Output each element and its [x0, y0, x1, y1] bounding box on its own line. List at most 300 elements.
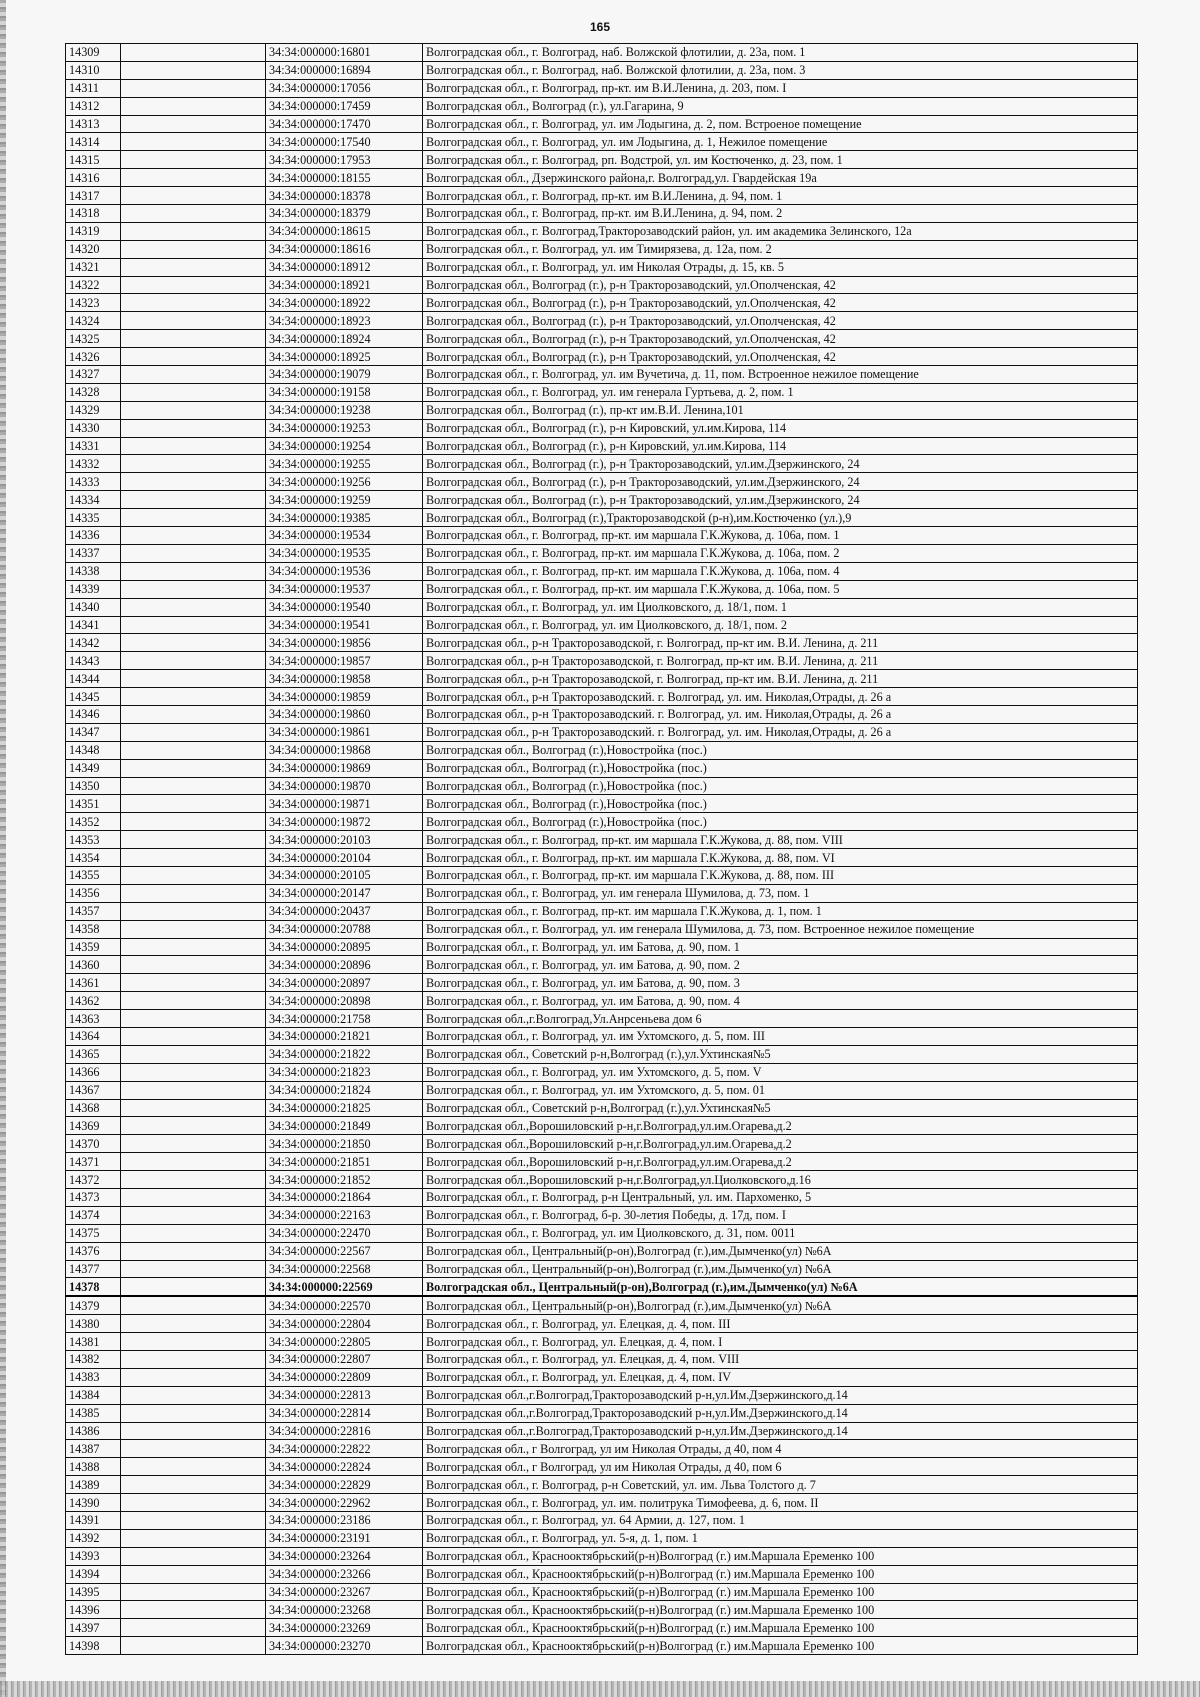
- cadastral-number-cell: 34:34:000000:23270: [266, 1637, 423, 1655]
- row-number-cell: 14334: [66, 491, 121, 509]
- row-number-cell: 14383: [66, 1368, 121, 1386]
- row-number-cell: 14369: [66, 1117, 121, 1135]
- cadastral-number-cell: 34:34:000000:17056: [266, 79, 423, 97]
- table-row: [66, 562, 1138, 580]
- address-cell: Волгоградская обл., Советский р-н,Волгоград (г.),ул.Ухтинская№5: [423, 1045, 1138, 1063]
- row-number-cell: 14329: [66, 401, 121, 419]
- empty-cell: [121, 133, 266, 151]
- row-number-cell: 14343: [66, 652, 121, 670]
- row-number-cell: 14328: [66, 383, 121, 401]
- address-cell: Волгоградская обл., Краснооктябрьский(р-н)Волгоград (г.) им.Маршала Еременко 100: [423, 1583, 1138, 1601]
- address-cell: Волгоградская обл., г. Волгоград, пр-кт. им маршала Г.К.Жукова, д. 106а, пом. 1: [423, 527, 1138, 545]
- address-cell: Волгоградская обл., г. Волгоград, ул. им Циолковского, д. 18/1, пом. 2: [423, 616, 1138, 634]
- empty-cell: [121, 1619, 266, 1637]
- cadastral-number-cell: 34:34:000000:23268: [266, 1601, 423, 1619]
- row-number-cell: 14395: [66, 1583, 121, 1601]
- row-number-cell: 14325: [66, 330, 121, 348]
- table-row: [66, 956, 1138, 974]
- cadastral-number-cell: 34:34:000000:20895: [266, 938, 423, 956]
- cadastral-number-cell: 34:34:000000:21822: [266, 1045, 423, 1063]
- address-cell: Волгоградская обл., р-н Тракторозаводской, г. Волгоград, пр-кт им. В.И. Ленина, д. 211: [423, 634, 1138, 652]
- row-number-cell: 14386: [66, 1422, 121, 1440]
- row-number-cell: 14373: [66, 1189, 121, 1207]
- cadastral-number-cell: 34:34:000000:21851: [266, 1153, 423, 1171]
- table-row: [66, 992, 1138, 1010]
- empty-cell: [121, 1171, 266, 1189]
- cadastral-number-cell: 34:34:000000:19535: [266, 544, 423, 562]
- table-row: [66, 187, 1138, 205]
- empty-cell: [121, 1494, 266, 1512]
- cadastral-number-cell: 34:34:000000:21849: [266, 1117, 423, 1135]
- row-number-cell: 14390: [66, 1494, 121, 1512]
- row-number-cell: 14393: [66, 1547, 121, 1565]
- cadastral-number-cell: 34:34:000000:19541: [266, 616, 423, 634]
- table-row: [66, 1583, 1138, 1601]
- address-cell: Волгоградская обл., р-н Тракторозаводской, г. Волгоград, пр-кт им. В.И. Ленина, д. 211: [423, 652, 1138, 670]
- empty-cell: [121, 419, 266, 437]
- table-row: [66, 312, 1138, 330]
- cadastral-number-cell: 34:34:000000:21758: [266, 1010, 423, 1028]
- row-number-cell: 14356: [66, 884, 121, 902]
- table-row: [66, 813, 1138, 831]
- empty-cell: [121, 688, 266, 706]
- table-row: [66, 1351, 1138, 1369]
- empty-cell: [121, 1296, 266, 1314]
- table-row: [66, 920, 1138, 938]
- table-row: [66, 44, 1138, 62]
- table-row: [66, 276, 1138, 294]
- empty-cell: [121, 491, 266, 509]
- address-cell: Волгоградская обл., г. Волгоград, пр-кт. им маршала Г.К.Жукова, д. 106а, пом. 2: [423, 544, 1138, 562]
- cadastral-number-cell: 34:34:000000:19861: [266, 723, 423, 741]
- row-number-cell: 14350: [66, 777, 121, 795]
- row-number-cell: 14394: [66, 1565, 121, 1583]
- empty-cell: [121, 670, 266, 688]
- row-number-cell: 14313: [66, 115, 121, 133]
- row-number-cell: 14359: [66, 938, 121, 956]
- empty-cell: [121, 1099, 266, 1117]
- empty-cell: [121, 97, 266, 115]
- empty-cell: [121, 240, 266, 258]
- address-cell: Волгоградская обл., Центральный(р-он),Волгоград (г.),им.Дымченко(ул) №6А: [423, 1278, 1138, 1296]
- row-number-cell: 14362: [66, 992, 121, 1010]
- table-row: [66, 902, 1138, 920]
- cadastral-number-cell: 34:34:000000:20103: [266, 831, 423, 849]
- empty-cell: [121, 1189, 266, 1207]
- row-number-cell: 14385: [66, 1404, 121, 1422]
- table-row: [66, 1333, 1138, 1351]
- address-cell: Волгоградская обл., Волгоград (г.),Новостройка (пос.): [423, 777, 1138, 795]
- table-row: [66, 1117, 1138, 1135]
- address-cell: Волгоградская обл., Волгоград (г.),Новостройка (пос.): [423, 795, 1138, 813]
- cadastral-number-cell: 34:34:000000:21823: [266, 1063, 423, 1081]
- table-row: [66, 205, 1138, 223]
- empty-cell: [121, 1242, 266, 1260]
- table-row: [66, 974, 1138, 992]
- table-row: [66, 1619, 1138, 1637]
- table-row: [66, 1171, 1138, 1189]
- row-number-cell: 14381: [66, 1333, 121, 1351]
- cadastral-number-cell: 34:34:000000:22962: [266, 1494, 423, 1512]
- empty-cell: [121, 1351, 266, 1369]
- row-number-cell: 14348: [66, 741, 121, 759]
- table-row: [66, 866, 1138, 884]
- empty-cell: [121, 44, 266, 62]
- table-row: [66, 1081, 1138, 1099]
- table-row: [66, 133, 1138, 151]
- row-number-cell: 14335: [66, 509, 121, 527]
- table-row: [66, 795, 1138, 813]
- address-cell: Волгоградская обл., г. Волгоград, пр-кт. им В.И.Ленина, д. 94, пом. 2: [423, 205, 1138, 223]
- address-cell: Волгоградская обл., г. Волгоград, ул. им Батова, д. 90, пом. 3: [423, 974, 1138, 992]
- scan-edge-left: [0, 0, 6, 1697]
- cadastral-number-cell: 34:34:000000:18912: [266, 258, 423, 276]
- cadastral-number-cell: 34:34:000000:22824: [266, 1458, 423, 1476]
- address-cell: Волгоградская обл., г. Волгоград, ул. им Батова, д. 90, пом. 1: [423, 938, 1138, 956]
- cadastral-number-cell: 34:34:000000:19860: [266, 705, 423, 723]
- address-cell: Волгоградская обл., г. Волгоград, ул. 5-я, д. 1, пом. 1: [423, 1529, 1138, 1547]
- cadastral-number-cell: 34:34:000000:21825: [266, 1099, 423, 1117]
- empty-cell: [121, 634, 266, 652]
- table-row: [66, 688, 1138, 706]
- row-number-cell: 14321: [66, 258, 121, 276]
- empty-cell: [121, 992, 266, 1010]
- row-number-cell: 14318: [66, 205, 121, 223]
- table-row: [66, 1601, 1138, 1619]
- table-row: [66, 1512, 1138, 1530]
- row-number-cell: 14384: [66, 1386, 121, 1404]
- table-row: [66, 1153, 1138, 1171]
- cadastral-number-cell: 34:34:000000:19238: [266, 401, 423, 419]
- cadastral-number-cell: 34:34:000000:19158: [266, 383, 423, 401]
- empty-cell: [121, 562, 266, 580]
- empty-cell: [121, 1547, 266, 1565]
- row-number-cell: 14332: [66, 455, 121, 473]
- empty-cell: [121, 866, 266, 884]
- empty-cell: [121, 1063, 266, 1081]
- empty-cell: [121, 1458, 266, 1476]
- row-number-cell: 14351: [66, 795, 121, 813]
- table-row: [66, 258, 1138, 276]
- cadastral-number-cell: 34:34:000000:20897: [266, 974, 423, 992]
- empty-cell: [121, 723, 266, 741]
- table-row: [66, 366, 1138, 384]
- row-number-cell: 14338: [66, 562, 121, 580]
- cadastral-number-cell: 34:34:000000:20105: [266, 866, 423, 884]
- address-cell: Волгоградская обл., г. Волгоград, ул. им Батова, д. 90, пом. 2: [423, 956, 1138, 974]
- cadastral-number-cell: 34:34:000000:18379: [266, 205, 423, 223]
- row-number-cell: 14360: [66, 956, 121, 974]
- table-row: [66, 1404, 1138, 1422]
- table-row: [66, 1386, 1138, 1404]
- cadastral-number-cell: 34:34:000000:22570: [266, 1296, 423, 1314]
- address-cell: Волгоградская обл., Волгоград (г.),Новостройка (пос.): [423, 759, 1138, 777]
- table-row: [66, 240, 1138, 258]
- row-number-cell: 14379: [66, 1296, 121, 1314]
- address-cell: Волгоградская обл., Краснооктябрьский(р-н)Волгоград (г.) им.Маршала Еременко 100: [423, 1565, 1138, 1583]
- row-number-cell: 14312: [66, 97, 121, 115]
- empty-cell: [121, 956, 266, 974]
- cadastral-number-cell: 34:34:000000:19259: [266, 491, 423, 509]
- row-number-cell: 14345: [66, 688, 121, 706]
- address-cell: Волгоградская обл., г. Волгоград, ул. Елецкая, д. 4, пом. IV: [423, 1368, 1138, 1386]
- empty-cell: [121, 938, 266, 956]
- row-number-cell: 14382: [66, 1351, 121, 1369]
- table-row: [66, 222, 1138, 240]
- empty-cell: [121, 544, 266, 562]
- row-number-cell: 14391: [66, 1512, 121, 1530]
- table-row: [66, 1296, 1138, 1314]
- table-row: [66, 1440, 1138, 1458]
- registry-table: [65, 43, 1138, 1655]
- address-cell: Волгоградская обл., г. Волгоград, наб. Волжской флотилии, д. 23а, пом. 3: [423, 61, 1138, 79]
- row-number-cell: 14367: [66, 1081, 121, 1099]
- row-number-cell: 14387: [66, 1440, 121, 1458]
- empty-cell: [121, 813, 266, 831]
- address-cell: Волгоградская обл., г. Волгоград, ул. им Батова, д. 90, пом. 4: [423, 992, 1138, 1010]
- cadastral-number-cell: 34:34:000000:19869: [266, 759, 423, 777]
- row-number-cell: 14323: [66, 294, 121, 312]
- empty-cell: [121, 616, 266, 634]
- address-cell: Волгоградская обл.,г.Волгоград,Ул.Анрсеньева дом 6: [423, 1010, 1138, 1028]
- table-row: [66, 294, 1138, 312]
- cadastral-number-cell: 34:34:000000:22816: [266, 1422, 423, 1440]
- cadastral-number-cell: 34:34:000000:22804: [266, 1315, 423, 1333]
- cadastral-number-cell: 34:34:000000:19540: [266, 598, 423, 616]
- address-cell: Волгоградская обл., г. Волгоград,Тракторозаводский район, ул. им академика Зелинского, 12а: [423, 222, 1138, 240]
- cadastral-number-cell: 34:34:000000:21824: [266, 1081, 423, 1099]
- cadastral-number-cell: 34:34:000000:22567: [266, 1242, 423, 1260]
- row-number-cell: 14371: [66, 1153, 121, 1171]
- table-row: [66, 1224, 1138, 1242]
- empty-cell: [121, 831, 266, 849]
- cadastral-number-cell: 34:34:000000:23266: [266, 1565, 423, 1583]
- row-number-cell: 14327: [66, 366, 121, 384]
- empty-cell: [121, 1422, 266, 1440]
- address-cell: Волгоградская обл., г. Волгоград, ул. им генерала Гуртьева, д. 2, пом. 1: [423, 383, 1138, 401]
- address-cell: Волгоградская обл., Волгоград (г.), р-н Тракторозаводский, ул.Ополченская, 42: [423, 276, 1138, 294]
- cadastral-number-cell: 34:34:000000:17540: [266, 133, 423, 151]
- empty-cell: [121, 1601, 266, 1619]
- table-row: [66, 544, 1138, 562]
- empty-cell: [121, 652, 266, 670]
- empty-cell: [121, 1027, 266, 1045]
- table-row: [66, 759, 1138, 777]
- cadastral-number-cell: 34:34:000000:22807: [266, 1351, 423, 1369]
- table-row: [66, 1422, 1138, 1440]
- scan-edge-bottom: [0, 1681, 1200, 1697]
- cadastral-number-cell: 34:34:000000:20104: [266, 849, 423, 867]
- row-number-cell: 14365: [66, 1045, 121, 1063]
- address-cell: Волгоградская обл., г. Волгоград, пр-кт. им маршала Г.К.Жукова, д. 88, пом. III: [423, 866, 1138, 884]
- row-number-cell: 14388: [66, 1458, 121, 1476]
- cadastral-number-cell: 34:34:000000:19871: [266, 795, 423, 813]
- address-cell: Волгоградская обл., г. Волгоград, б-р. 30-летия Победы, д. 17д, пом. I: [423, 1206, 1138, 1224]
- row-number-cell: 14341: [66, 616, 121, 634]
- address-cell: Волгоградская обл., г. Волгоград, пр-кт. им В.И.Ленина, д. 94, пом. 1: [423, 187, 1138, 205]
- empty-cell: [121, 1565, 266, 1583]
- address-cell: Волгоградская обл., г. Волгоград, ул. им Ухтомского, д. 5, пом. V: [423, 1063, 1138, 1081]
- row-number-cell: 14315: [66, 151, 121, 169]
- address-cell: Волгоградская обл., Волгоград (г.), р-н Кировский, ул.им.Кирова, 114: [423, 419, 1138, 437]
- empty-cell: [121, 902, 266, 920]
- empty-cell: [121, 1404, 266, 1422]
- row-number-cell: 14378: [66, 1278, 121, 1296]
- address-cell: Волгоградская обл., Волгоград (г.), р-н Кировский, ул.им.Кирова, 114: [423, 437, 1138, 455]
- address-cell: Волгоградская обл., г. Волгоград, пр-кт. им маршала Г.К.Жукова, д. 106а, пом. 4: [423, 562, 1138, 580]
- cadastral-number-cell: 34:34:000000:18924: [266, 330, 423, 348]
- row-number-cell: 14380: [66, 1315, 121, 1333]
- cadastral-number-cell: 34:34:000000:19253: [266, 419, 423, 437]
- address-cell: Волгоградская обл., Волгоград (г.),Новостройка (пос.): [423, 813, 1138, 831]
- table-row: [66, 741, 1138, 759]
- cadastral-number-cell: 34:34:000000:18923: [266, 312, 423, 330]
- cadastral-number-cell: 34:34:000000:20437: [266, 902, 423, 920]
- cadastral-number-cell: 34:34:000000:23264: [266, 1547, 423, 1565]
- table-row: [66, 1637, 1138, 1655]
- row-number-cell: 14319: [66, 222, 121, 240]
- address-cell: Волгоградская обл., Волгоград (г.), р-н Тракторозаводский, ул.Ополченская, 42: [423, 294, 1138, 312]
- row-number-cell: 14354: [66, 849, 121, 867]
- cadastral-number-cell: 34:34:000000:22809: [266, 1368, 423, 1386]
- address-cell: Волгоградская обл., г. Волгоград, ул. Елецкая, д. 4, пом. I: [423, 1333, 1138, 1351]
- row-number-cell: 14337: [66, 544, 121, 562]
- row-number-cell: 14352: [66, 813, 121, 831]
- table-row: [66, 473, 1138, 491]
- address-cell: Волгоградская обл., г Волгоград, ул им Николая Отрады, д 40, пом 4: [423, 1440, 1138, 1458]
- cadastral-number-cell: 34:34:000000:22569: [266, 1278, 423, 1296]
- table-row: [66, 1368, 1138, 1386]
- empty-cell: [121, 383, 266, 401]
- cadastral-number-cell: 34:34:000000:17459: [266, 97, 423, 115]
- table-row: [66, 491, 1138, 509]
- row-number-cell: 14389: [66, 1476, 121, 1494]
- row-number-cell: 14339: [66, 580, 121, 598]
- table-row: [66, 169, 1138, 187]
- cadastral-number-cell: 34:34:000000:20788: [266, 920, 423, 938]
- address-cell: Волгоградская обл., г. Волгоград, ул. Елецкая, д. 4, пом. VIII: [423, 1351, 1138, 1369]
- cadastral-number-cell: 34:34:000000:20896: [266, 956, 423, 974]
- table-row: [66, 1547, 1138, 1565]
- cadastral-number-cell: 34:34:000000:22470: [266, 1224, 423, 1242]
- row-number-cell: 14353: [66, 831, 121, 849]
- address-cell: Волгоградская обл., р-н Тракторозаводской, г. Волгоград, пр-кт им. В.И. Ленина, д. 211: [423, 670, 1138, 688]
- table-row: [66, 1529, 1138, 1547]
- page-number: 165: [589, 20, 611, 34]
- address-cell: Волгоградская обл., Волгоград (г.), р-н Тракторозаводский, ул.им.Дзержинского, 24: [423, 455, 1138, 473]
- registry-table-container: [65, 43, 1138, 1655]
- cadastral-number-cell: 34:34:000000:22813: [266, 1386, 423, 1404]
- table-row: [66, 616, 1138, 634]
- table-row: [66, 455, 1138, 473]
- empty-cell: [121, 1333, 266, 1351]
- cadastral-number-cell: 34:34:000000:19256: [266, 473, 423, 491]
- row-number-cell: 14344: [66, 670, 121, 688]
- table-row: [66, 849, 1138, 867]
- empty-cell: [121, 920, 266, 938]
- table-row: [66, 705, 1138, 723]
- address-cell: Волгоградская обл.,Ворошиловский р-н,г.Волгоград,ул.им.Огарева,д.2: [423, 1153, 1138, 1171]
- row-number-cell: 14355: [66, 866, 121, 884]
- row-number-cell: 14336: [66, 527, 121, 545]
- address-cell: Волгоградская обл., г. Волгоград, ул. им Циолковского, д. 18/1, пом. 1: [423, 598, 1138, 616]
- empty-cell: [121, 1010, 266, 1028]
- empty-cell: [121, 1045, 266, 1063]
- empty-cell: [121, 1315, 266, 1333]
- cadastral-number-cell: 34:34:000000:18378: [266, 187, 423, 205]
- cadastral-number-cell: 34:34:000000:19254: [266, 437, 423, 455]
- row-number-cell: 14320: [66, 240, 121, 258]
- address-cell: Волгоградская обл., Волгоград (г.), р-н Тракторозаводский, ул.Ополченская, 42: [423, 348, 1138, 366]
- empty-cell: [121, 455, 266, 473]
- cadastral-number-cell: 34:34:000000:16894: [266, 61, 423, 79]
- address-cell: Волгоградская обл., Советский р-н,Волгоград (г.),ул.Ухтинская№5: [423, 1099, 1138, 1117]
- address-cell: Волгоградская обл.,г.Волгоград,Тракторозаводский р-н,ул.Им.Дзержинского,д.14: [423, 1386, 1138, 1404]
- address-cell: Волгоградская обл., г. Волгоград, ул. им Вучетича, д. 11, пом. Встроенное нежилое помещение: [423, 366, 1138, 384]
- table-row: [66, 1189, 1138, 1207]
- table-row: [66, 61, 1138, 79]
- address-cell: Волгоградская обл., р-н Тракторозаводский. г. Волгоград, ул. им. Николая,Отрады, д. 26 а: [423, 723, 1138, 741]
- row-number-cell: 14314: [66, 133, 121, 151]
- cadastral-number-cell: 34:34:000000:18155: [266, 169, 423, 187]
- empty-cell: [121, 61, 266, 79]
- address-cell: Волгоградская обл., Волгоград (г.), р-н Тракторозаводский, ул.Ополченская, 42: [423, 312, 1138, 330]
- table-row: [66, 723, 1138, 741]
- table-row: [66, 1045, 1138, 1063]
- empty-cell: [121, 294, 266, 312]
- cadastral-number-cell: 34:34:000000:20898: [266, 992, 423, 1010]
- cadastral-number-cell: 34:34:000000:19537: [266, 580, 423, 598]
- empty-cell: [121, 1153, 266, 1171]
- empty-cell: [121, 777, 266, 795]
- empty-cell: [121, 741, 266, 759]
- address-cell: Волгоградская обл., р-н Тракторозаводский. г. Волгоград, ул. им. Николая,Отрады, д. 26 а: [423, 688, 1138, 706]
- address-cell: Волгоградская обл., Центральный(р-он),Волгоград (г.),им.Дымченко(ул) №6А: [423, 1296, 1138, 1314]
- cadastral-number-cell: 34:34:000000:22814: [266, 1404, 423, 1422]
- row-number-cell: 14349: [66, 759, 121, 777]
- cadastral-number-cell: 34:34:000000:19857: [266, 652, 423, 670]
- table-row: [66, 1458, 1138, 1476]
- empty-cell: [121, 884, 266, 902]
- row-number-cell: 14377: [66, 1260, 121, 1278]
- address-cell: Волгоградская обл., г. Волгоград, ул. Елецкая, д. 4, пом. III: [423, 1315, 1138, 1333]
- table-row: [66, 509, 1138, 527]
- table-row: [66, 1315, 1138, 1333]
- table-row: [66, 115, 1138, 133]
- cadastral-number-cell: 34:34:000000:18616: [266, 240, 423, 258]
- address-cell: Волгоградская обл., Волгоград (г.), р-н Тракторозаводский, ул.Ополченская, 42: [423, 330, 1138, 348]
- row-number-cell: 14396: [66, 1601, 121, 1619]
- empty-cell: [121, 1368, 266, 1386]
- cadastral-number-cell: 34:34:000000:18922: [266, 294, 423, 312]
- row-number-cell: 14316: [66, 169, 121, 187]
- empty-cell: [121, 1637, 266, 1655]
- cadastral-number-cell: 34:34:000000:22829: [266, 1476, 423, 1494]
- row-number-cell: 14346: [66, 705, 121, 723]
- empty-cell: [121, 437, 266, 455]
- registry-table-body: [66, 44, 1138, 1655]
- cadastral-number-cell: 34:34:000000:21864: [266, 1189, 423, 1207]
- table-row: [66, 1063, 1138, 1081]
- table-row: [66, 1135, 1138, 1153]
- address-cell: Волгоградская обл., Волгоград (г.),Тракторозаводской (р-н),им.Костюченко (ул.),9: [423, 509, 1138, 527]
- address-cell: Волгоградская обл., г. Волгоград, пр-кт. им маршала Г.К.Жукова, д. 106а, пом. 5: [423, 580, 1138, 598]
- address-cell: Волгоградская обл., Краснооктябрьский(р-н)Волгоград (г.) им.Маршала Еременко 100: [423, 1637, 1138, 1655]
- cadastral-number-cell: 34:34:000000:19859: [266, 688, 423, 706]
- address-cell: Волгоградская обл., р-н Тракторозаводский. г. Волгоград, ул. им. Николая,Отрады, д. 26 а: [423, 705, 1138, 723]
- table-row: [66, 419, 1138, 437]
- cadastral-number-cell: 34:34:000000:18925: [266, 348, 423, 366]
